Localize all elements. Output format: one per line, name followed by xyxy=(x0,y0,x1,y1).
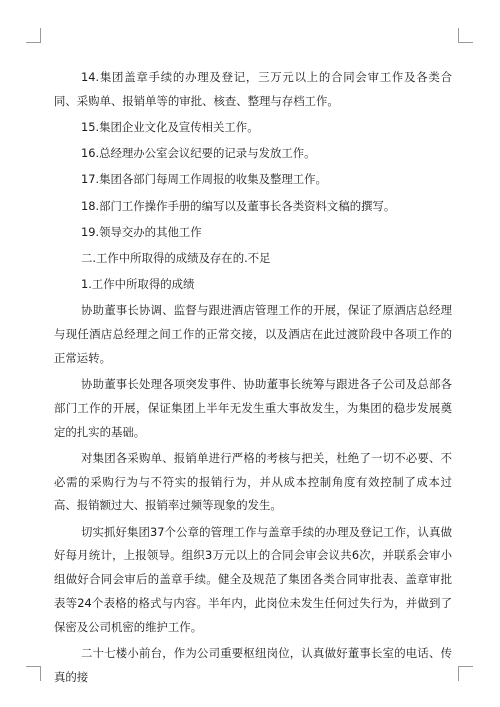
crop-mark-top-left xyxy=(26,28,41,43)
paragraph: 对集团各采购单、报销单进行严格的考核与把关，杜绝了一切不必要、不必需的采购行为与不符实的报销行为，并从成本控制角度有效控制了成本过高、报销额过大、报销率过频等现象的发生。 xyxy=(54,450,452,513)
crop-mark-bottom-right xyxy=(458,666,473,681)
paragraph: 16.总经理办公室会议纪要的记录与发放工作。 xyxy=(81,146,316,161)
document-body xyxy=(54,66,452,692)
paragraph: 二十七楼小前台，作为公司重要枢纽岗位，认真做好董事长室的电话、传真的接 xyxy=(54,646,452,684)
paragraph: 19.领导交办的其他工作 xyxy=(81,224,202,239)
paragraph: 切实抓好集团37个公章的管理工作与盖章手续的办理及登记工作，认真做好每月统计，上报领导。组织3万元以上的合同会审会议共6次，并联系会审小组做好合同会审后的盖章手续。健全及规范了集团各类合同审批表、盖章审批表等24个表格的格式与内容。半年内，此岗位未发生任何过失行为，并做到了保密及公司机密的维护工作。 xyxy=(54,524,452,634)
crop-mark-top-right xyxy=(458,28,473,43)
section-heading: 二.工作中所取得的成绩及存在的.不足 xyxy=(81,250,271,265)
paragraph: 14.集团盖章手续的办理及登记，三万元以上的合同会审工作及各类合同、采购单、报销单等的审批、核查、整理与存档工作。 xyxy=(54,70,452,108)
paragraph: 18.部门工作操作手册的编写以及董事长各类资料文稿的撰写。 xyxy=(81,198,396,213)
paragraph: 17.集团各部门每周工作周报的收集及整理工作。 xyxy=(81,172,327,187)
crop-mark-bottom-left xyxy=(26,666,41,681)
paragraph: 15.集团企业文化及宣传相关工作。 xyxy=(81,119,259,134)
paragraph: 协助董事长协调、监督与跟进酒店管理工作的开展，保证了原酒店总经理与现任酒店总经理之间工作的正常交接，以及酒店在此过渡阶段中各项工作的正常运转。 xyxy=(54,303,452,365)
paragraph: 协助董事长处理各项突发事件、协助董事长统筹与跟进各子公司及总部各部门工作的开展，保证集团上半年无发生重大事故发生，为集团的稳步发展奠定的扎实的基础。 xyxy=(54,377,452,439)
subsection-heading: 1.工作中所取得的成绩 xyxy=(81,277,195,292)
